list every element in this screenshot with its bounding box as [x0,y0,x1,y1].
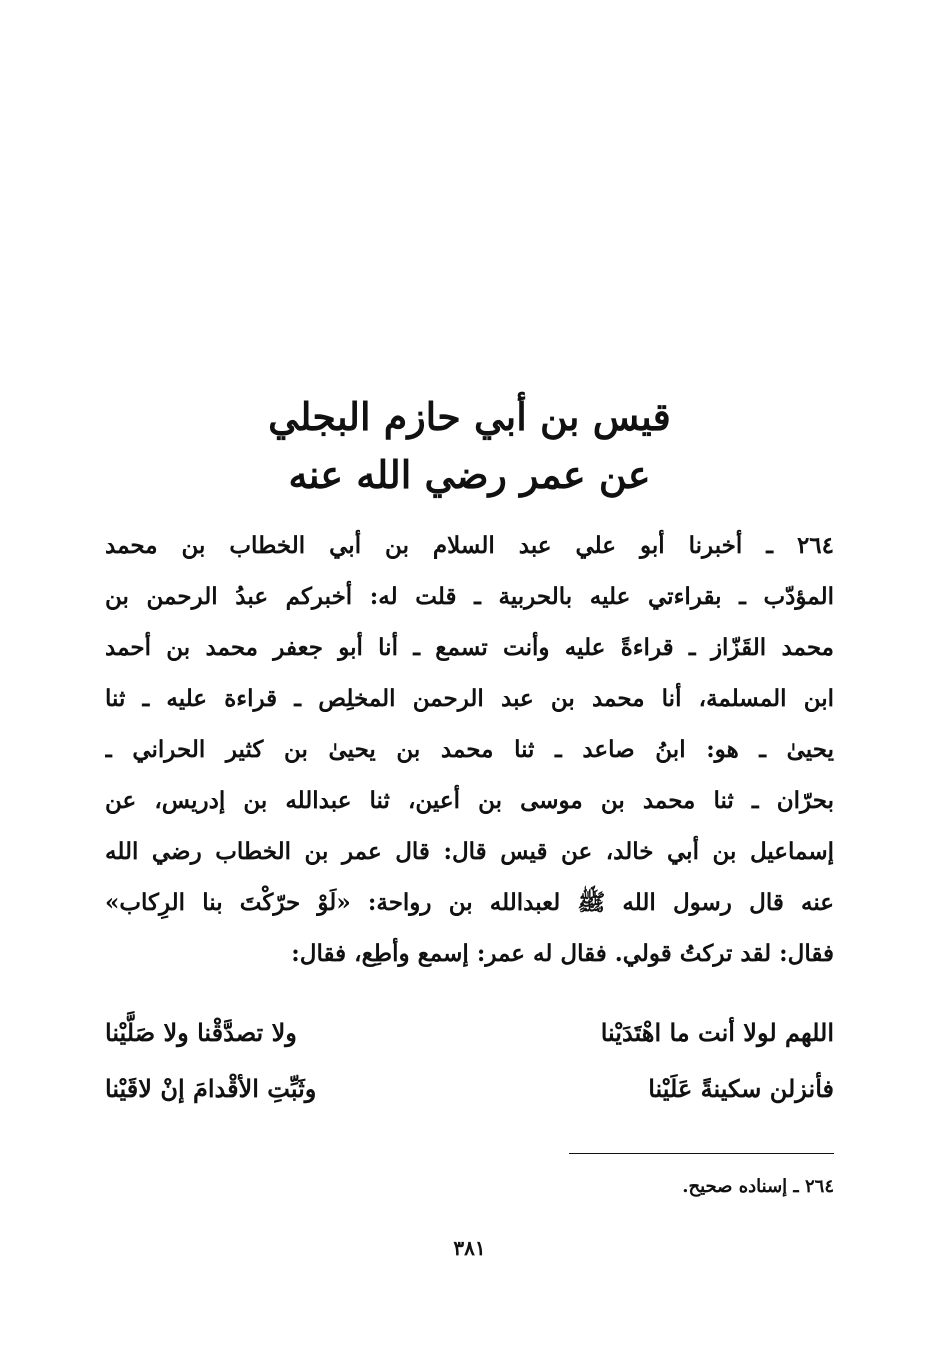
hadith-line: فقال: لقد تركتُ قولي. فقال له عمر: إسمع وأطِع، فقال: [291,940,834,967]
hadith-line: ابن المسلمة، أنا محمد بن عبد الرحمن المخلِص ـ قراءة عليه ـ ثنا [105,685,834,712]
chapter-title [0,388,939,504]
poem-verse [105,1061,834,1117]
page-number: ٣٨١ [453,1236,486,1260]
hadith-line: بحرّان ـ ثنا محمد بن موسى بن أعين، ثنا عبدالله بن إدريس، عن [105,787,834,814]
hadith-text [105,520,834,979]
poem-first-hemistich: اللهم لولا أنت ما اهْتَدَيْنا [600,1018,834,1047]
poem-first-hemistich: فأنزلن سكينةً عَلَيْنا [648,1074,834,1103]
footnote: ٢٦٤ ـ إسناده صحيح. [682,1176,834,1197]
footnote-divider [569,1153,834,1154]
hadith-line: ٢٦٤ ـ أخبرنا أبو علي عبد السلام بن أبي الخطاب بن محمد [105,532,834,559]
poem-second-hemistich: ولا تصدَّقْنا ولا صَلَّيْنا [105,1018,297,1047]
chapter-title-line-1: قيس بن أبي حازم البجلي [268,394,671,439]
hadith-line: المؤدّب ـ بقراءتي عليه بالحربية ـ قلت له: أخبركم عبدُ الرحمن بن [105,583,834,610]
chapter-title-line-2: عن عمر رضي الله عنه [288,452,651,497]
poem [105,1005,834,1117]
hadith-line: عنه قال رسول الله ﷺ لعبدالله بن رواحة: «لَوْ حرّكْتَ بنا الرِكاب» [105,889,834,916]
hadith-line: محمد القَزّاز ـ قراءةً عليه وأنت تسمع ـ أنا أبو جعفر محمد بن أحمد [105,634,834,661]
poem-verse [105,1005,834,1061]
hadith-line: يحيىٰ ـ هو: ابنُ صاعد ـ ثنا محمد بن يحيىٰ بن كثير الحراني ـ [105,736,834,763]
poem-second-hemistich: وثَبِّتِ الأقْدامَ إنْ لاقَيْنا [105,1074,317,1103]
hadith-line: إسماعيل بن أبي خالد، عن قيس قال: قال عمر بن الخطاب رضي الله [105,838,834,865]
